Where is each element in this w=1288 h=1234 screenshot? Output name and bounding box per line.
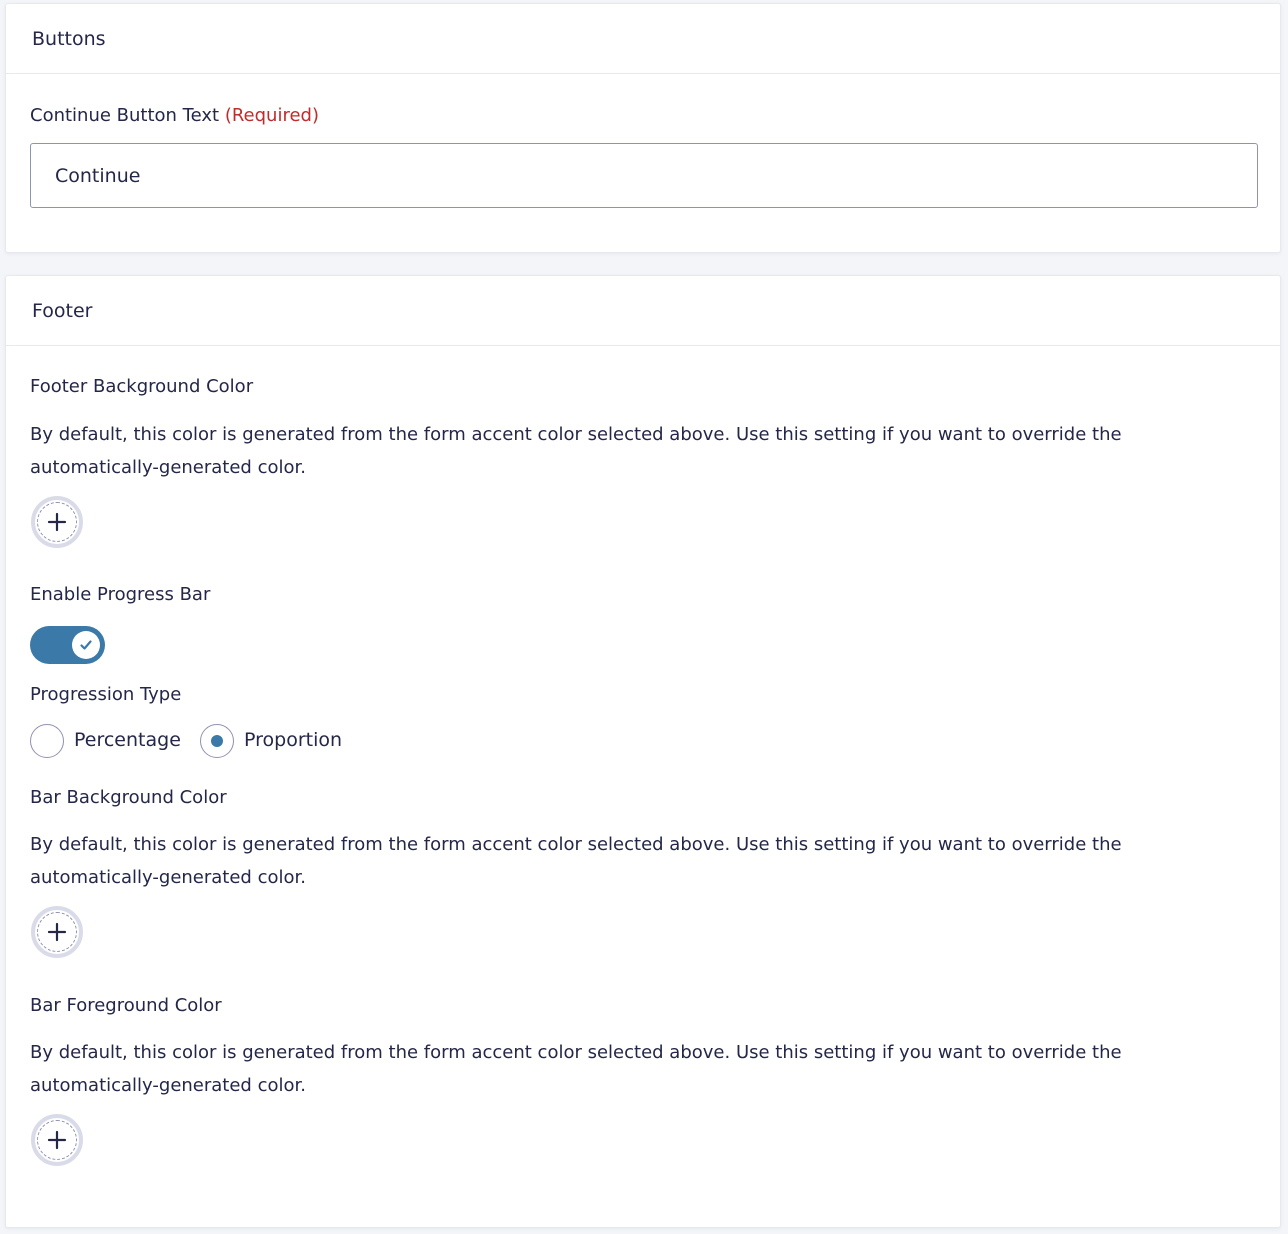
bar-fg-color-description: By default, this color is generated from the form accent color selected above. Use this setting if you want to override the automatically-generated color. [30,1042,1122,1096]
footer-panel-title: Footer [6,276,1280,346]
plus-icon [47,922,67,942]
plus-icon [47,1130,67,1150]
radio-selected-dot [211,735,223,747]
buttons-panel-title: Buttons [6,4,1280,74]
radio-proportion-label[interactable]: Proportion [244,729,343,751]
progression-type-label: Progression Type [30,684,182,705]
color-picker-ring [37,1120,77,1160]
plus-icon [47,512,67,532]
required-indicator: (Required) [224,105,319,126]
bar-bg-color-label: Bar Background Color [30,787,227,808]
footer-bg-color-description: By default, this color is generated from the form accent color selected above. Use this setting if you want to override the automatically-generated color. [30,424,1122,478]
toggle-knob [72,631,100,659]
footer-panel [5,275,1281,1228]
footer-bg-color-label: Footer Background Color [30,376,254,397]
footer-bg-color-picker-button[interactable] [31,496,83,548]
check-icon [78,637,94,653]
continue-button-text-label [30,105,319,126]
color-picker-ring [37,912,77,952]
enable-progress-bar-label: Enable Progress Bar [30,584,211,605]
continue-button-text-input[interactable] [30,143,1258,208]
bar-bg-color-picker-button[interactable] [31,906,83,958]
bar-fg-color-picker-button[interactable] [31,1114,83,1166]
bar-fg-color-label: Bar Foreground Color [30,995,222,1016]
radio-proportion[interactable] [200,724,234,758]
radio-percentage[interactable] [30,724,64,758]
buttons-panel [5,3,1281,253]
bar-bg-color-description: By default, this color is generated from the form accent color selected above. Use this setting if you want to override the automatically-generated color. [30,834,1122,888]
radio-percentage-label[interactable]: Percentage [74,729,181,751]
color-picker-ring [37,502,77,542]
continue-label-text: Continue Button Text [30,105,220,126]
enable-progress-bar-toggle[interactable] [30,626,105,664]
